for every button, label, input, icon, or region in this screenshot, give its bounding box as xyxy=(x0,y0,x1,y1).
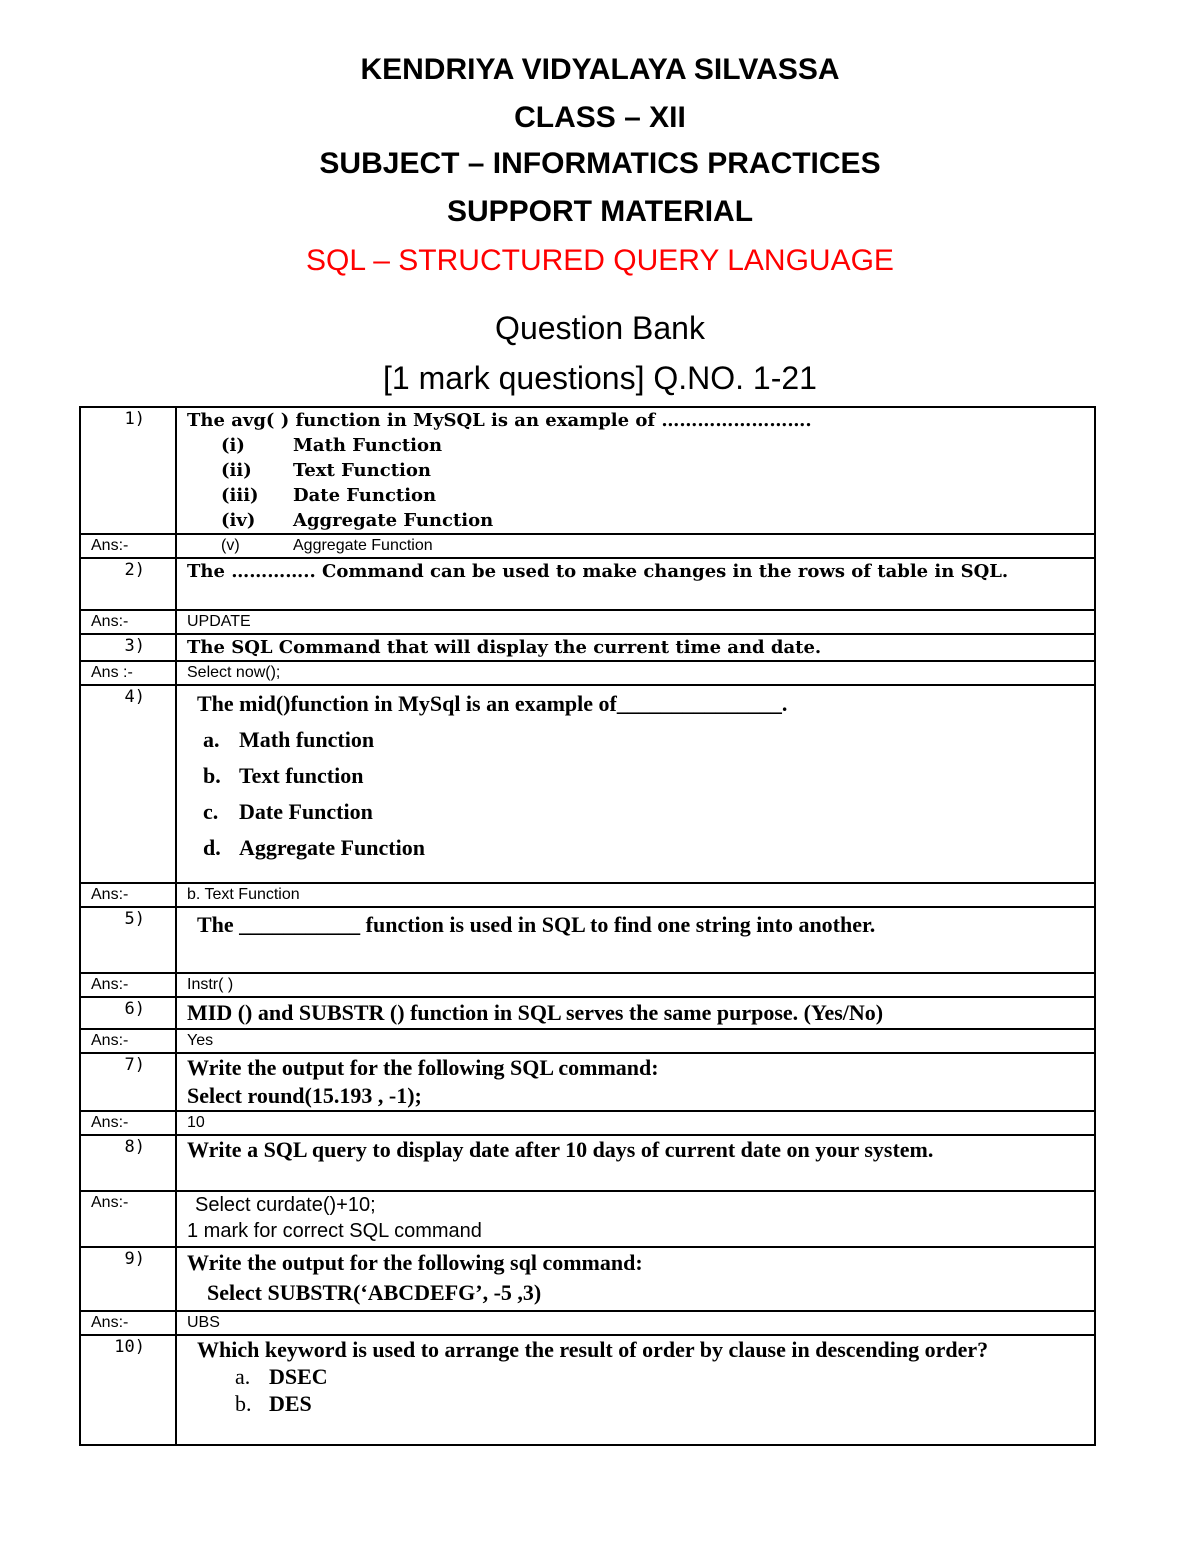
option-label: a. xyxy=(203,727,220,752)
question-text xyxy=(176,1247,1095,1311)
question-stem: The mid()function in MySql is an example of_______________. xyxy=(197,691,788,716)
question-text xyxy=(176,1335,1095,1445)
question-range: [1 mark questions] Q.NO. 1-21 xyxy=(383,360,817,396)
question-number: 7) xyxy=(80,1053,176,1111)
answer-row xyxy=(80,883,1095,907)
answer-row xyxy=(80,1111,1095,1135)
answer-label: Ans :- xyxy=(80,661,176,685)
question-number: 3) xyxy=(80,634,176,661)
option-label: b. xyxy=(235,1391,252,1416)
option-text: DSEC xyxy=(269,1364,328,1389)
option-label: a. xyxy=(235,1364,251,1389)
question-text: Write a SQL query to display date after 10 days of current date on your system. xyxy=(176,1135,1095,1191)
question-text: The SQL Command that will display the current time and date. xyxy=(176,634,1095,661)
answer-text: UPDATE xyxy=(176,610,1095,634)
answer-text: 10 xyxy=(176,1111,1095,1135)
answer-row xyxy=(80,1191,1095,1247)
question-text: The ………….. Command can be used to make changes in the rows of table in SQL. xyxy=(176,558,1095,610)
answer-label: Ans:- xyxy=(80,1191,176,1247)
question-text xyxy=(176,685,1095,883)
answer-note: 1 mark for correct SQL command xyxy=(187,1220,482,1242)
subject-line: SUBJECT – INFORMATICS PRACTICES xyxy=(319,147,881,180)
question-row xyxy=(80,634,1095,661)
answer-option-text: Aggregate Function xyxy=(293,537,433,554)
question-text xyxy=(176,407,1095,534)
question-text: The ___________ function is used in SQL to find one string into another. xyxy=(176,907,1095,973)
question-number: 8) xyxy=(80,1135,176,1191)
answer-row xyxy=(80,610,1095,634)
answer-option-label: (v) xyxy=(221,537,240,554)
question-table xyxy=(79,406,1096,1446)
answer-text xyxy=(176,534,1095,558)
option xyxy=(187,761,1084,791)
answer-label: Ans:- xyxy=(80,534,176,558)
class-line: CLASS – XII xyxy=(514,101,686,134)
answer-label: Ans:- xyxy=(80,1029,176,1053)
answer-text: Select now(); xyxy=(176,661,1095,685)
topic-line: SQL – STRUCTURED QUERY LANGUAGE xyxy=(306,244,894,277)
question-row xyxy=(80,685,1095,883)
question-number: 9) xyxy=(80,1247,176,1311)
question-row xyxy=(80,407,1095,534)
option xyxy=(187,433,1084,458)
option-text: Math function xyxy=(239,727,375,752)
option-label: (ii) xyxy=(221,460,252,481)
option-text: Aggregate Function xyxy=(239,835,425,860)
answer-label: Ans:- xyxy=(80,1311,176,1335)
question-number: 4) xyxy=(80,685,176,883)
question-row xyxy=(80,1335,1095,1445)
option-label: (iii) xyxy=(221,485,259,506)
answer-label: Ans:- xyxy=(80,883,176,907)
answer-text: UBS xyxy=(176,1311,1095,1335)
answer-label: Ans:- xyxy=(80,1111,176,1135)
option-text: Aggregate Function xyxy=(293,510,494,531)
question-stem: Which keyword is used to arrange the result of order by clause in descending order? xyxy=(197,1337,989,1362)
option-label: (iv) xyxy=(221,510,256,531)
option xyxy=(187,797,1084,827)
answer-label: Ans:- xyxy=(80,610,176,634)
option-text: Date Function xyxy=(293,485,437,506)
option-label: b. xyxy=(203,763,221,788)
question-text: MID () and SUBSTR () function in SQL serves the same purpose. (Yes/No) xyxy=(176,997,1095,1029)
question-line: Write the output for the following sql command: xyxy=(187,1250,643,1275)
answer-label: Ans:- xyxy=(80,973,176,997)
option-text: DES xyxy=(269,1391,312,1416)
question-number: 6) xyxy=(80,997,176,1029)
answer-row xyxy=(80,973,1095,997)
question-row xyxy=(80,1053,1095,1111)
question-command: Select round(15.193 , -1); xyxy=(187,1083,422,1108)
option-label: d. xyxy=(203,835,221,860)
option xyxy=(197,1363,1084,1390)
answer-text xyxy=(176,1191,1095,1247)
option-label: c. xyxy=(203,799,219,824)
question-row xyxy=(80,558,1095,610)
answer-line: Select curdate()+10; xyxy=(195,1194,376,1216)
answer-text: b. Text Function xyxy=(176,883,1095,907)
option xyxy=(197,1390,1084,1417)
option-text: Date Function xyxy=(239,799,373,824)
option-text: Text function xyxy=(239,763,364,788)
option-text: Text Function xyxy=(293,460,431,481)
option-text: Math Function xyxy=(293,435,443,456)
material-line: SUPPORT MATERIAL xyxy=(446,195,754,228)
option-label: (i) xyxy=(221,435,245,456)
question-row xyxy=(80,1135,1095,1191)
question-line: Write the output for the following SQL command: xyxy=(187,1055,659,1080)
answer-row xyxy=(80,1311,1095,1335)
answer-row xyxy=(80,534,1095,558)
question-row xyxy=(80,1247,1095,1311)
question-row xyxy=(80,907,1095,973)
school-name: KENDRIYA VIDYALAYA SILVASSA xyxy=(360,53,840,86)
question-stem: The avg( ) function in MySQL is an example of ……………………. xyxy=(187,410,812,431)
question-number: 5) xyxy=(80,907,176,973)
option xyxy=(187,483,1084,508)
question-number: 2) xyxy=(80,558,176,610)
answer-row xyxy=(80,1029,1095,1053)
question-number: 1) xyxy=(80,407,176,534)
question-text xyxy=(176,1053,1095,1111)
question-bank-title: Question Bank xyxy=(495,310,705,346)
answer-text: Yes xyxy=(176,1029,1095,1053)
question-number: 10) xyxy=(80,1335,176,1445)
option xyxy=(187,725,1084,755)
option xyxy=(187,508,1084,533)
question-command: Select SUBSTR(‘ABCDEFG’, -5 ,3) xyxy=(207,1280,542,1305)
answer-row xyxy=(80,661,1095,685)
answer-text: Instr( ) xyxy=(176,973,1095,997)
question-row xyxy=(80,997,1095,1029)
option xyxy=(187,833,1084,863)
option xyxy=(187,458,1084,483)
